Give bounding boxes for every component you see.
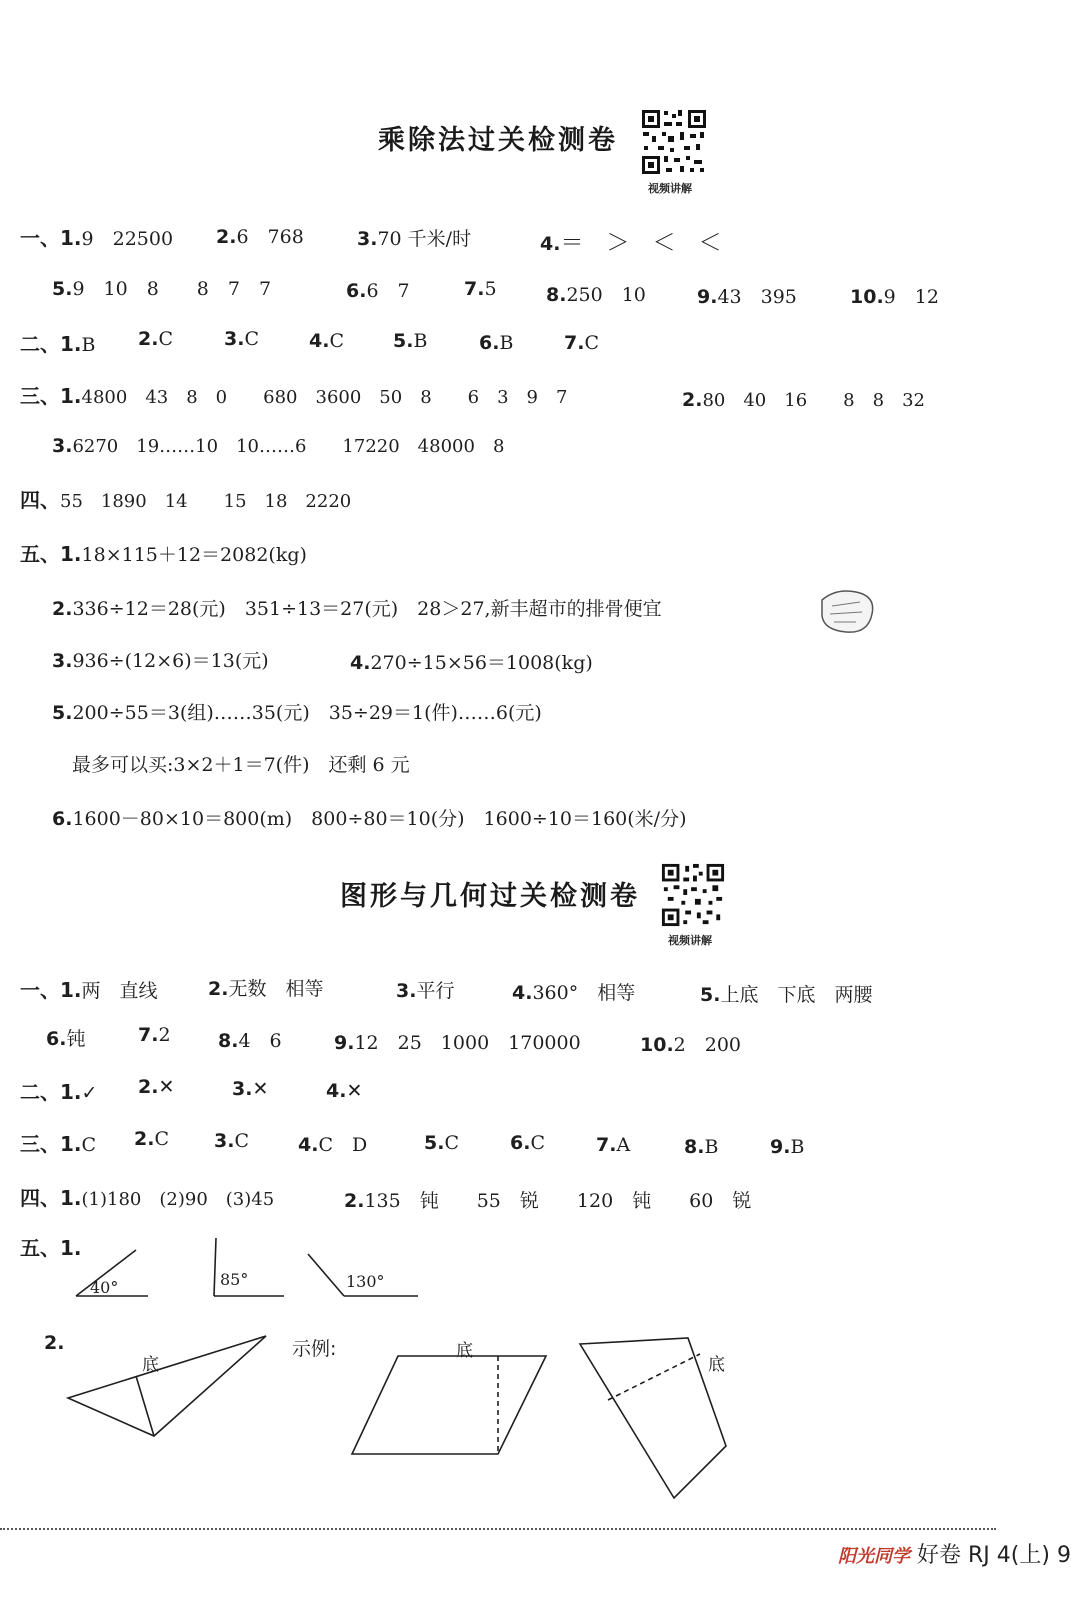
- answer-row: [850, 282, 939, 309]
- footer-rule: [0, 1528, 996, 1530]
- footer: [838, 1538, 1071, 1569]
- item-number: 8.: [546, 284, 567, 306]
- brand-logo: 阳光同学: [838, 1546, 910, 1567]
- item-number: 2.: [208, 978, 229, 1000]
- item-number: 7.: [464, 278, 485, 300]
- item-answer: 1600－80×10＝800(m) 800÷80＝10(分) 1600÷10＝160(米/分): [72, 808, 687, 830]
- item-answer: 上底 下底 两腰: [720, 984, 873, 1006]
- item-number: 五、1.: [20, 542, 82, 566]
- item-answer: 270÷15×56＝1008(kg): [370, 652, 593, 674]
- triangle-figure: [60, 1330, 280, 1440]
- answer-row: [564, 332, 599, 354]
- item-answer: 4 6: [238, 1030, 282, 1052]
- item-number: 6.: [46, 1028, 67, 1050]
- answer-row: [396, 976, 454, 1003]
- item-answer: C: [530, 1132, 545, 1154]
- answer-row: [72, 750, 410, 777]
- item-number: 4.: [309, 330, 330, 352]
- item-number: 2.: [52, 598, 73, 620]
- item-answer: C: [158, 328, 173, 350]
- answer-row: [309, 330, 344, 352]
- example-label: 示例:: [292, 1338, 337, 1360]
- item-answer: 无数 相等: [228, 978, 324, 1000]
- item-number: 四、: [20, 488, 60, 512]
- page-number: 9: [1056, 1543, 1071, 1568]
- item-number: 9.: [697, 286, 718, 308]
- item-answer: 43 395: [717, 286, 797, 308]
- answer-row: [350, 648, 593, 675]
- item-answer: (1)180 (2)90 (3)45: [81, 1189, 275, 1210]
- qr-caption: 视频讲解: [648, 182, 692, 195]
- item-number: 6.: [52, 808, 73, 830]
- item-answer: 55 1890 14 15 18 2220: [60, 491, 352, 512]
- item-number: 3.: [52, 650, 73, 672]
- item-number: 3.: [396, 980, 417, 1002]
- qr-code-icon[interactable]: [660, 862, 726, 928]
- answer-row: [20, 484, 351, 513]
- item-answer: ＝ ＞ ＜ ＜: [560, 230, 722, 256]
- answer-row: [138, 1076, 174, 1098]
- item-answer: 钝: [66, 1028, 86, 1050]
- answer-row: [52, 698, 542, 725]
- item-answer: 两 直线: [81, 980, 158, 1002]
- item-number: 7.: [596, 1134, 617, 1156]
- item-number: 6.: [479, 332, 500, 354]
- item-number: 4.: [512, 982, 533, 1004]
- answer-row: [684, 1136, 718, 1158]
- item-answer: C: [584, 332, 599, 354]
- item-answer: C: [329, 330, 344, 352]
- item-answer: C: [81, 1134, 97, 1156]
- item-answer: 70 千米/时: [377, 228, 472, 250]
- item-answer: A: [616, 1134, 631, 1156]
- item-answer: B: [413, 330, 428, 352]
- item-answer: 9 22500: [81, 228, 174, 250]
- item-answer: B: [499, 332, 514, 354]
- answer-row: [326, 1080, 362, 1102]
- item-number: 一、1.: [20, 226, 82, 250]
- item-answer: 80 40 16 8 8 32: [702, 390, 925, 411]
- answer-row: [540, 224, 721, 257]
- item-answer: 135 钝 55 锐 120 钝 60 锐: [364, 1190, 752, 1212]
- answer-row: [20, 1076, 97, 1105]
- answer-row: [546, 280, 646, 307]
- answer-row: [214, 1130, 249, 1152]
- answer-row: [770, 1136, 804, 1158]
- answer-row: [46, 1024, 85, 1051]
- answer-row: [52, 804, 687, 831]
- base-label: 底: [142, 1355, 159, 1375]
- item-answer: ✕: [158, 1076, 175, 1098]
- item-number: 7.: [138, 1024, 159, 1046]
- item-number: 2.: [134, 1128, 155, 1150]
- item-answer: 250 10: [566, 284, 646, 306]
- item-answer: C D: [318, 1134, 368, 1156]
- item-number: 2.: [344, 1190, 365, 1212]
- answer-row: [424, 1132, 459, 1154]
- answer-row: [464, 278, 497, 300]
- footer-text: 好卷 RJ 4(上): [917, 1543, 1050, 1568]
- item-number: 2.: [138, 1076, 159, 1098]
- item-answer: 平行: [416, 980, 455, 1002]
- answer-row: [596, 1134, 630, 1156]
- item-answer: 4800 43 8 0 680 3600 50 8 6 3 9 7: [81, 387, 568, 408]
- answer-row: [697, 282, 797, 309]
- item-answer: 2: [158, 1024, 171, 1046]
- answer-row: [20, 974, 158, 1003]
- item-number: 3.: [52, 435, 73, 457]
- item-answer: 5: [484, 278, 497, 300]
- qr-caption: 视频讲解: [668, 934, 712, 947]
- item-answer: 6 7: [366, 280, 410, 302]
- item-answer: ✕: [346, 1080, 363, 1102]
- item-number: 5.: [393, 330, 414, 352]
- answer-row: [20, 1128, 96, 1157]
- section2-title: 图形与几何过关检测卷: [340, 881, 640, 912]
- item-number: 4.: [350, 652, 371, 674]
- answer-row: [700, 980, 872, 1007]
- item-answer: 9 10 8 8 7 7: [72, 278, 272, 300]
- item-number: 4.: [540, 233, 561, 255]
- item-answer: 最多可以买:3×2＋1＝7(件) 还剩 6 元: [72, 754, 410, 776]
- answer-row: [138, 1024, 171, 1046]
- qr-code-icon[interactable]: [640, 108, 708, 176]
- trapezoid-figure: [574, 1334, 764, 1504]
- item-answer: C: [244, 328, 259, 350]
- answer-row: [20, 380, 567, 409]
- answer-row: [344, 1186, 751, 1213]
- item-number: 2.: [682, 389, 703, 411]
- answer-row: [640, 1030, 741, 1057]
- answer-row: [20, 538, 307, 567]
- stamp-seal: [816, 586, 878, 642]
- item-number: 4.: [326, 1080, 347, 1102]
- item-number: 9.: [770, 1136, 791, 1158]
- answer-row: [218, 1026, 282, 1053]
- item-answer: 360° 相等: [532, 982, 636, 1004]
- item-answer: C: [154, 1128, 169, 1150]
- item-number: 二、1.: [20, 332, 82, 356]
- answer-row: [52, 646, 269, 673]
- answer-row: [298, 1130, 367, 1157]
- item-number: 3.: [357, 228, 378, 250]
- item-answer: 200÷55＝3(组)……35(元) 35÷29＝1(件)……6(元): [72, 702, 542, 724]
- item-number: 6.: [510, 1132, 531, 1154]
- item-answer: B: [81, 334, 96, 356]
- item-answer: 336÷12＝28(元) 351÷13＝27(元) 28＞27,新丰超市的排骨便宜: [72, 598, 662, 620]
- answer-row: [224, 328, 259, 350]
- item-answer: 9 12: [883, 286, 939, 308]
- item-answer: 2 200: [673, 1034, 742, 1056]
- item-answer: ✕: [252, 1078, 269, 1100]
- answer-row: [52, 432, 504, 458]
- answer-row: [512, 978, 635, 1005]
- item-number: 2.: [44, 1332, 65, 1354]
- item-number: 五、1.: [20, 1236, 82, 1260]
- item-number: 一、1.: [20, 978, 82, 1002]
- item-number: 8.: [684, 1136, 705, 1158]
- item-number: 2.: [216, 226, 237, 248]
- item-number: 5.: [52, 702, 73, 724]
- angle-label: 85°: [220, 1270, 249, 1289]
- item-number: 7.: [564, 332, 585, 354]
- answer-row: [510, 1132, 545, 1154]
- angle-label: 40°: [90, 1278, 119, 1297]
- answer-row: [208, 974, 323, 1001]
- item-number: 4.: [298, 1134, 319, 1156]
- angle-label: 130°: [346, 1272, 385, 1291]
- parallelogram-figure: [350, 1350, 550, 1462]
- item-answer: 6270 19……10 10……6 17220 48000 8: [72, 436, 505, 457]
- answer-row: [134, 1128, 169, 1150]
- answer-row: [479, 332, 513, 354]
- item-number: 5.: [700, 984, 721, 1006]
- answer-row: [682, 386, 925, 412]
- item-answer: 18×115＋12＝2082(kg): [81, 544, 307, 566]
- answer-row: [357, 224, 471, 251]
- base-label: 底: [456, 1341, 473, 1361]
- answer-row: [20, 328, 95, 357]
- item-number: 5.: [424, 1132, 445, 1154]
- section1-title: 乘除法过关检测卷: [378, 125, 618, 156]
- answer-row: [346, 276, 410, 303]
- item-number: 6.: [346, 280, 367, 302]
- item-number: 10.: [640, 1034, 674, 1056]
- item-number: 三、1.: [20, 384, 82, 408]
- item-answer: 12 25 1000 170000: [354, 1032, 581, 1054]
- item-answer: 6 768: [236, 226, 304, 248]
- answer-row: [52, 594, 662, 621]
- item-number: 四、1.: [20, 1186, 82, 1210]
- item-answer: ✓: [81, 1082, 98, 1104]
- item-number: 3.: [214, 1130, 235, 1152]
- item-answer: B: [790, 1136, 805, 1158]
- answer-row: [216, 222, 304, 249]
- item-number: 三、1.: [20, 1132, 82, 1156]
- answer-row: [232, 1078, 268, 1100]
- item-number: 二、1.: [20, 1080, 82, 1104]
- item-number: 8.: [218, 1030, 239, 1052]
- item-number: 9.: [334, 1032, 355, 1054]
- item-number: 10.: [850, 286, 884, 308]
- item-number: 5.: [52, 278, 73, 300]
- answer-row: [334, 1028, 581, 1055]
- item-number: 2.: [138, 328, 159, 350]
- item-answer: B: [704, 1136, 719, 1158]
- answer-row: [393, 330, 427, 352]
- answer-row: [20, 1182, 274, 1211]
- answer-row: [138, 328, 173, 350]
- answer-row: [52, 274, 271, 301]
- item-answer: C: [234, 1130, 249, 1152]
- item-number: 3.: [224, 328, 245, 350]
- item-answer: 936÷(12×6)＝13(元): [72, 650, 269, 672]
- item-answer: C: [444, 1132, 459, 1154]
- answer-row: [20, 222, 173, 251]
- base-label: 底: [708, 1355, 725, 1375]
- item-number: 3.: [232, 1078, 253, 1100]
